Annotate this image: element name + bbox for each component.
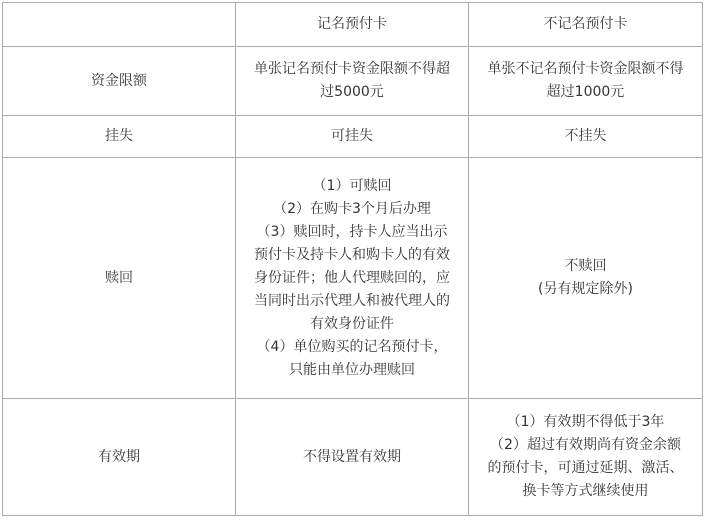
cell-line: 过5000元 [320,84,384,100]
fund-limit-named [236,47,469,116]
cell-line: 不挂失 [564,128,607,144]
cell-line: 不赎回 [564,258,607,274]
row-label-redemption: 赎回 [3,158,236,399]
header-corner-cell [3,3,236,47]
cell-line: 只能由单位办理赎回 [289,361,415,378]
table-row [3,158,703,399]
cell-line: (另有规定除外) [538,281,633,297]
row-label-fund-limit: 资金限额 [3,47,236,116]
cell-line: 单张不记名预付卡资金限额不得 [487,61,684,77]
fund-limit-anonymous [469,47,703,116]
cell-line: 当同时出示代理人和被代理人的 [254,292,450,309]
table-row [3,399,703,516]
cell-line: （1）可赎回 [312,177,392,194]
cell-line: 可挂失 [331,128,373,144]
cell-line: 换卡等方式继续使用 [522,483,649,499]
redemption-anonymous [469,158,703,399]
cell-line: （1）有效期不得低于3年 [506,414,665,430]
cell-line: 超过1000元 [546,84,625,100]
cell-line: （2）在购卡3个月后办理 [273,200,431,217]
report-loss-named [236,116,469,158]
prepaid-card-comparison-table [2,2,703,516]
table-row [3,116,703,158]
header-row [3,3,703,47]
cell-line: 有效身份证件 [310,315,394,332]
cell-line: 身份证件；他人代理赎回的，应 [254,269,450,286]
row-label-validity: 有效期 [3,399,236,516]
validity-anonymous [469,399,703,516]
report-loss-anonymous [469,116,703,158]
validity-named [236,399,469,516]
table-row [3,47,703,116]
cell-line: 不得设置有效期 [303,448,401,465]
cell-line: （2）超过有效期尚有资金余额 [490,437,681,453]
redemption-named [236,158,469,399]
cell-line: 单张记名预付卡资金限额不得超 [254,61,450,77]
cell-line: 预付卡及持卡人和购卡人的有效 [254,246,450,263]
cell-line: 的预付卡，可通过延期、激活、 [487,460,684,476]
header-anonymous-card: 不记名预付卡 [469,3,703,47]
header-named-card: 记名预付卡 [236,3,469,47]
cell-line: （3）赎回时，持卡人应当出示 [256,223,448,240]
cell-line: （4）单位购买的记名预付卡， [256,338,448,355]
row-label-report-loss: 挂失 [3,116,236,158]
